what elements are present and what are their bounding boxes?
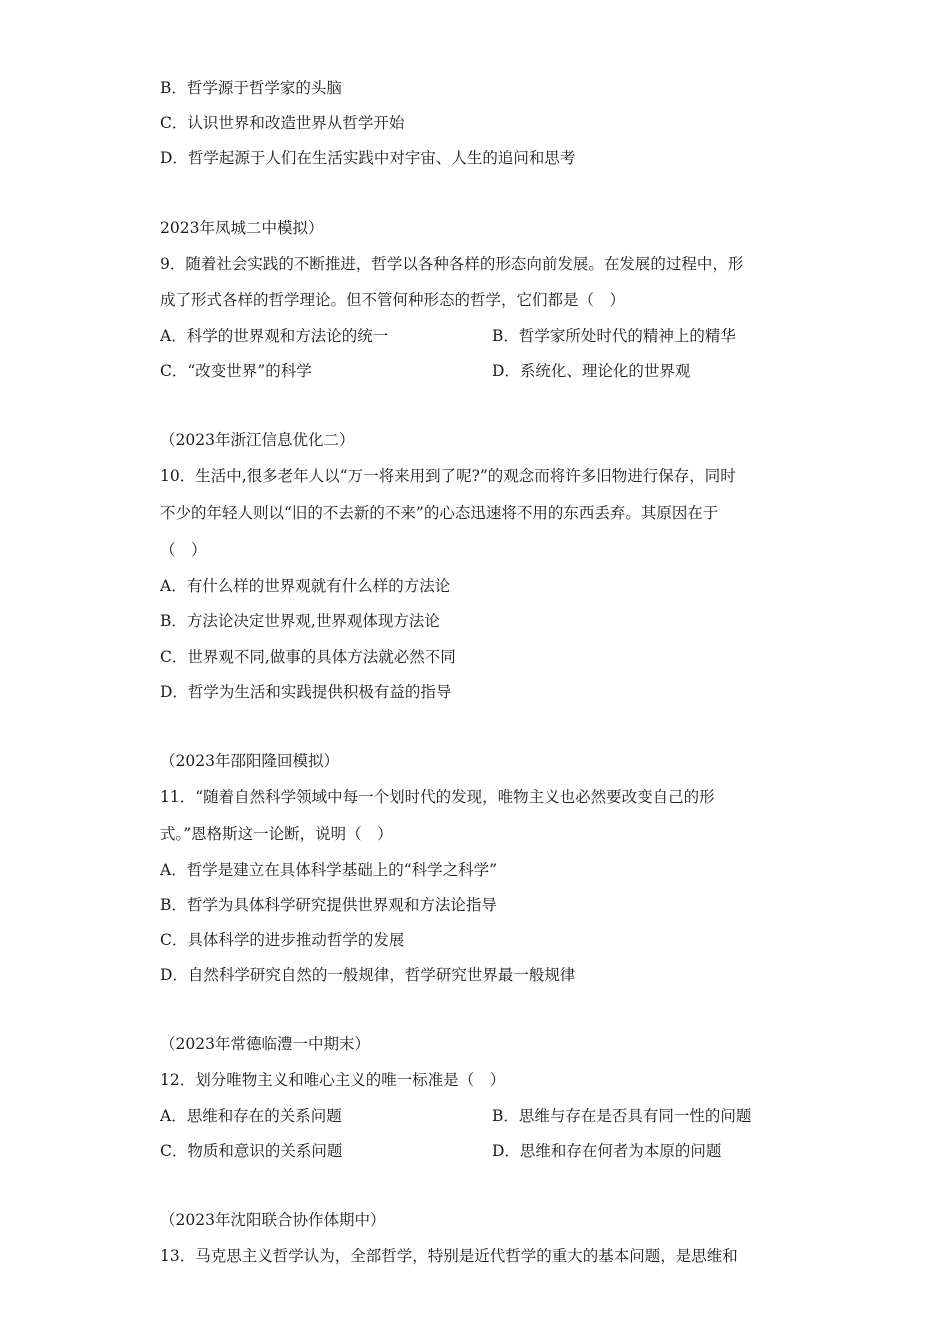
q12-option-b: B．思维与存在是否具有同一性的问题 (492, 1107, 752, 1125)
q11-option-c: C．具体科学的进步推动哲学的发展 (160, 931, 405, 949)
q12-option-d: D．思维和存在何者为本原的问题 (492, 1142, 722, 1160)
q10-stem-line1: 10．生活中,很多老年人以“万一将来用到了呢?”的观念而将许多旧物进行保存，同时 (160, 467, 736, 485)
q12-stem-line1: 12．划分唯物主义和唯心主义的唯一标准是（ ） (160, 1071, 506, 1089)
q11-stem-line1: 11．“随着自然科学领域中每一个划时代的发现，唯物主义也必然要改变自己的形 (160, 788, 715, 806)
q9-source: 2023年凤城二中模拟） (160, 219, 324, 237)
q11-source: （2023年邵阳隆回模拟） (160, 752, 339, 770)
q13-stem-line1: 13．马克思主义哲学认为，全部哲学，特别是近代哲学的重大的基本问题，是思维和 (160, 1247, 738, 1265)
q9-option-d: D．系统化、理论化的世界观 (492, 362, 691, 380)
q12-option-a: A．思维和存在的关系问题 (160, 1107, 342, 1125)
q10-option-a: A．有什么样的世界观就有什么样的方法论 (160, 577, 451, 595)
q8-option-c: C．认识世界和改造世界从哲学开始 (160, 114, 405, 132)
q9-stem-line1: 9．随着社会实践的不断推进，哲学以各种各样的形态向前发展。在发展的过程中，形 (160, 255, 744, 273)
q11-option-a: A．哲学是建立在具体科学基础上的“科学之科学” (160, 861, 498, 879)
q13-source: （2023年沈阳联合协作体期中） (160, 1211, 386, 1229)
q11-stem-line2: 式。”恩格斯这一论断，说明（ ） (160, 825, 393, 843)
q9-option-a: A．科学的世界观和方法论的统一 (160, 327, 389, 345)
q10-option-c: C．世界观不同,做事的具体方法就必然不同 (160, 648, 456, 666)
q12-option-c: C．物质和意识的关系问题 (160, 1142, 343, 1160)
q12-source: （2023年常德临澧一中期末） (160, 1035, 370, 1053)
q11-option-d: D．自然科学研究自然的一般规律，哲学研究世界最一般规律 (160, 966, 576, 984)
q10-source: （2023年浙江信息优化二） (160, 431, 355, 449)
q10-option-d: D．哲学为生活和实践提供积极有益的指导 (160, 683, 452, 701)
q9-stem-line2: 成了形式各样的哲学理论。但不管何种形态的哲学，它们都是（ ） (160, 291, 626, 309)
q8-option-b: B．哲学源于哲学家的头脑 (160, 79, 342, 97)
q11-option-b: B．哲学为具体科学研究提供世界观和方法论指导 (160, 896, 497, 914)
q10-stem-line3: （ ） (160, 541, 207, 559)
q8-option-d: D．哲学起源于人们在生活实践中对宇宙、人生的追问和思考 (160, 149, 576, 167)
q9-option-c: C．“改变世界”的科学 (160, 362, 312, 380)
q10-option-b: B．方法论决定世界观,世界观体现方法论 (160, 612, 440, 630)
q10-stem-line2: 不少的年轻人则以“旧的不去新的不来”的心态迅速将不用的东西丢弃。其原因在于 (160, 504, 719, 522)
q9-option-b: B．哲学家所处时代的精神上的精华 (492, 327, 736, 345)
